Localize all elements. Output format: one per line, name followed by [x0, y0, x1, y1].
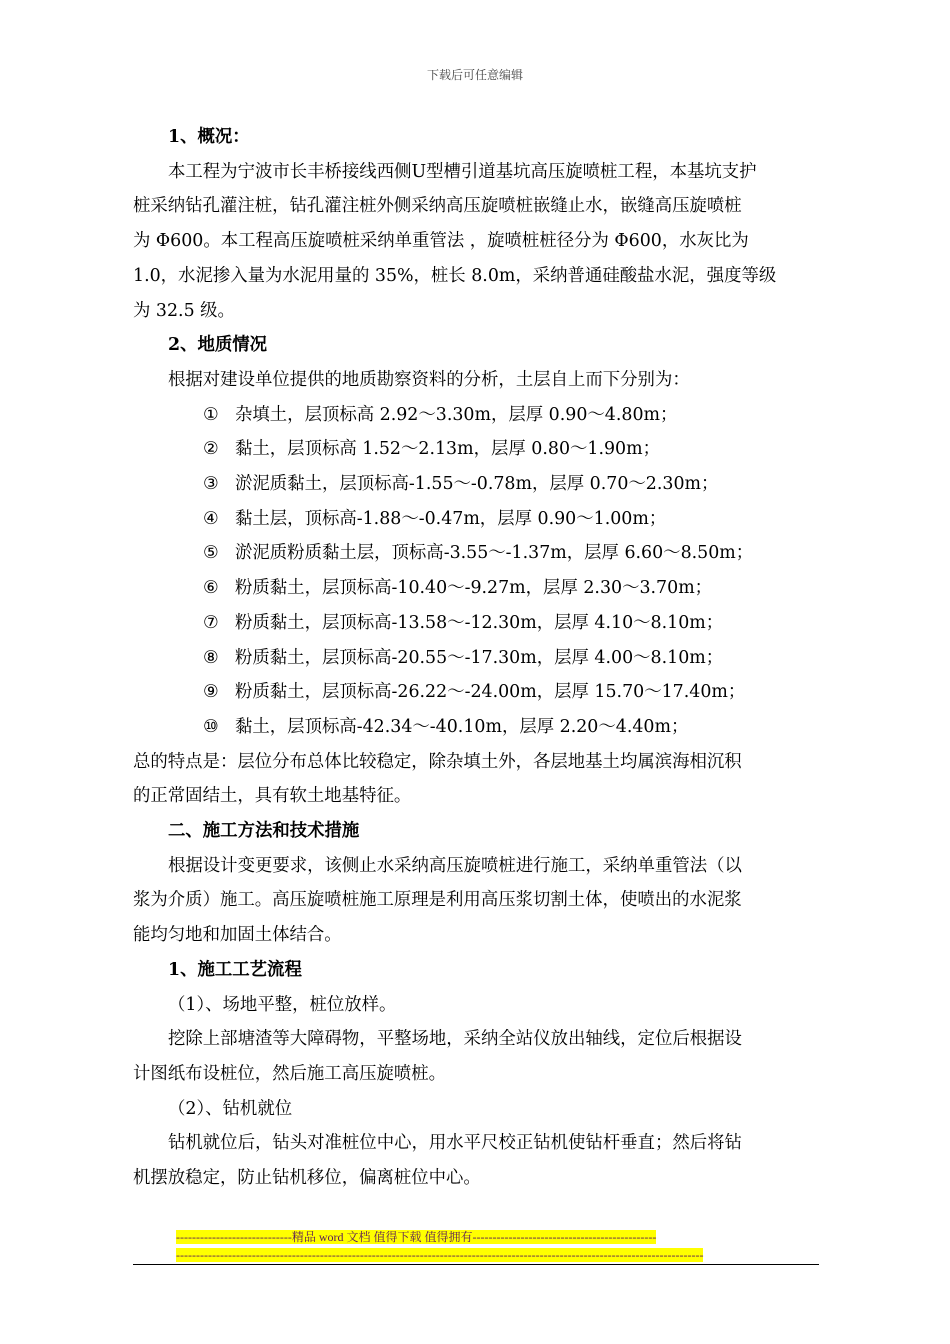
paragraph-line: 机摆放稳定，防止钻机移位，偏离桩位中心。	[133, 1168, 481, 1189]
list-item	[133, 467, 823, 502]
paragraph-line: 为 Φ600。本工程高压旋喷桩采纳单重管法 ，旋喷桩桩径分为 Φ600，水灰比为	[133, 231, 749, 252]
list-item	[133, 710, 823, 745]
list-text: 黏土，层顶标高-42.34～-40.10m，层厚 2.20～4.40m；	[235, 716, 689, 737]
footer-banner-dash-text: ------------------------------------------------------------------------------------------------------------------------------------	[176, 1248, 704, 1262]
list-number: ②	[203, 439, 219, 460]
list-text: 粉质黏土，层顶标高-26.22～-24.00m，层厚 15.70～17.40m；	[235, 682, 746, 703]
step-heading: （2）、钻机就位	[168, 1098, 293, 1119]
list-item	[133, 675, 823, 710]
section-heading-methods: 二、施工方法和技术措施	[168, 821, 360, 842]
paragraph-line: 总的特点是：层位分布总体比较稳定，除杂填土外，各层地基土均属滨海相沉积	[133, 751, 742, 772]
list-number: ①	[203, 404, 219, 425]
document-body	[133, 120, 823, 1196]
paragraph-line: 的正常固结土，具有软土地基特征。	[133, 786, 412, 807]
list-text: 淤泥质黏土，层顶标高-1.55～-0.78m，层厚 0.70～2.30m；	[235, 474, 719, 495]
section-heading-process: 1、施工工艺流程	[168, 959, 302, 980]
paragraph-line: 桩采纳钻孔灌注桩，钻孔灌注桩外侧采纳高压旋喷桩嵌缝止水，嵌缝高压旋喷桩	[133, 196, 742, 217]
list-text: 粉质黏土，层顶标高-20.55～-17.30m，层厚 4.00～8.10m；	[235, 647, 724, 668]
list-number: ⑨	[203, 682, 219, 703]
paragraph-line: 挖除上部塘渣等大障碍物，平整场地，采纳全站仪放出轴线，定位后根据设	[168, 1029, 742, 1050]
list-item	[133, 502, 823, 537]
paragraph-line: 本工程为宁波市长丰桥接线西侧U型槽引道基坑高压旋喷桩工程，本基坑支护	[168, 161, 757, 182]
paragraph-line: 为 32.5 级。	[133, 300, 235, 321]
list-item	[133, 606, 823, 641]
step-heading: （1）、场地平整，桩位放样。	[168, 994, 397, 1015]
list-number: ⑧	[203, 647, 219, 668]
list-text: 粉质黏土，层顶标高-13.58～-12.30m，层厚 4.10～8.10m；	[235, 612, 724, 633]
list-text: 黏土层，顶标高-1.88～-0.47m，层厚 0.90～1.00m；	[235, 508, 667, 529]
paragraph-line: 根据设计变更要求，该侧止水采纳高压旋喷桩进行施工，采纳单重管法（以	[168, 855, 742, 876]
footer-banner-dashes	[176, 1247, 774, 1263]
paragraph-line: 根据对建设单位提供的地质勘察资料的分析，土层自上而下分别为：	[168, 369, 690, 390]
paragraph-line: 计图纸布设桩位，然后施工高压旋喷桩。	[133, 1063, 447, 1084]
list-number: ⑩	[203, 716, 219, 737]
paragraph-line: 1.0，水泥掺入量为水泥用量的 35%，桩长 8.0m，采纳普通硅酸盐水泥，强度等级	[133, 265, 777, 286]
paragraph-line: 浆为介质）施工。高压旋喷桩施工原理是利用高压浆切割土体，使喷出的水泥浆	[133, 890, 742, 911]
list-text: 淤泥质粉质黏土层，顶标高-3.55～-1.37m，层厚 6.60～8.50m；	[235, 543, 754, 564]
list-item	[133, 398, 823, 433]
list-number: ⑥	[203, 578, 219, 599]
section-heading-overview: 1、概况：	[168, 127, 250, 147]
list-item	[133, 641, 823, 676]
list-text: 粉质黏土，层顶标高-10.40～-9.27m，层厚 2.30～3.70m；	[235, 578, 713, 599]
list-number: ④	[203, 508, 219, 529]
page-header: 下载后可任意编辑	[426, 68, 523, 82]
list-text: 杂填土，层顶标高 2.92～3.30m，层厚 0.90～4.80m；	[235, 404, 678, 425]
list-number: ③	[203, 474, 219, 495]
section-heading-geology: 2、地质情况	[168, 335, 268, 356]
list-number: ⑤	[203, 543, 219, 564]
paragraph-line: 能均匀地和加固土体结合。	[133, 925, 342, 946]
list-item	[133, 536, 823, 571]
footer-banner-text: -----------------------------精品 word 文档 值得下载 值得拥有----------------------------------------------	[176, 1230, 657, 1244]
footer-rule	[133, 1264, 819, 1265]
soil-layer-list	[133, 398, 823, 745]
list-item	[133, 571, 823, 606]
list-text: 黏土，层顶标高 1.52～2.13m，层厚 0.80～1.90m；	[235, 439, 661, 460]
list-number: ⑦	[203, 612, 219, 633]
list-item	[133, 432, 823, 467]
footer-banner	[176, 1229, 762, 1245]
paragraph-line: 钻机就位后，钻头对准桩位中心，用水平尺校正钻机使钻杆垂直；然后将钻	[168, 1133, 742, 1154]
